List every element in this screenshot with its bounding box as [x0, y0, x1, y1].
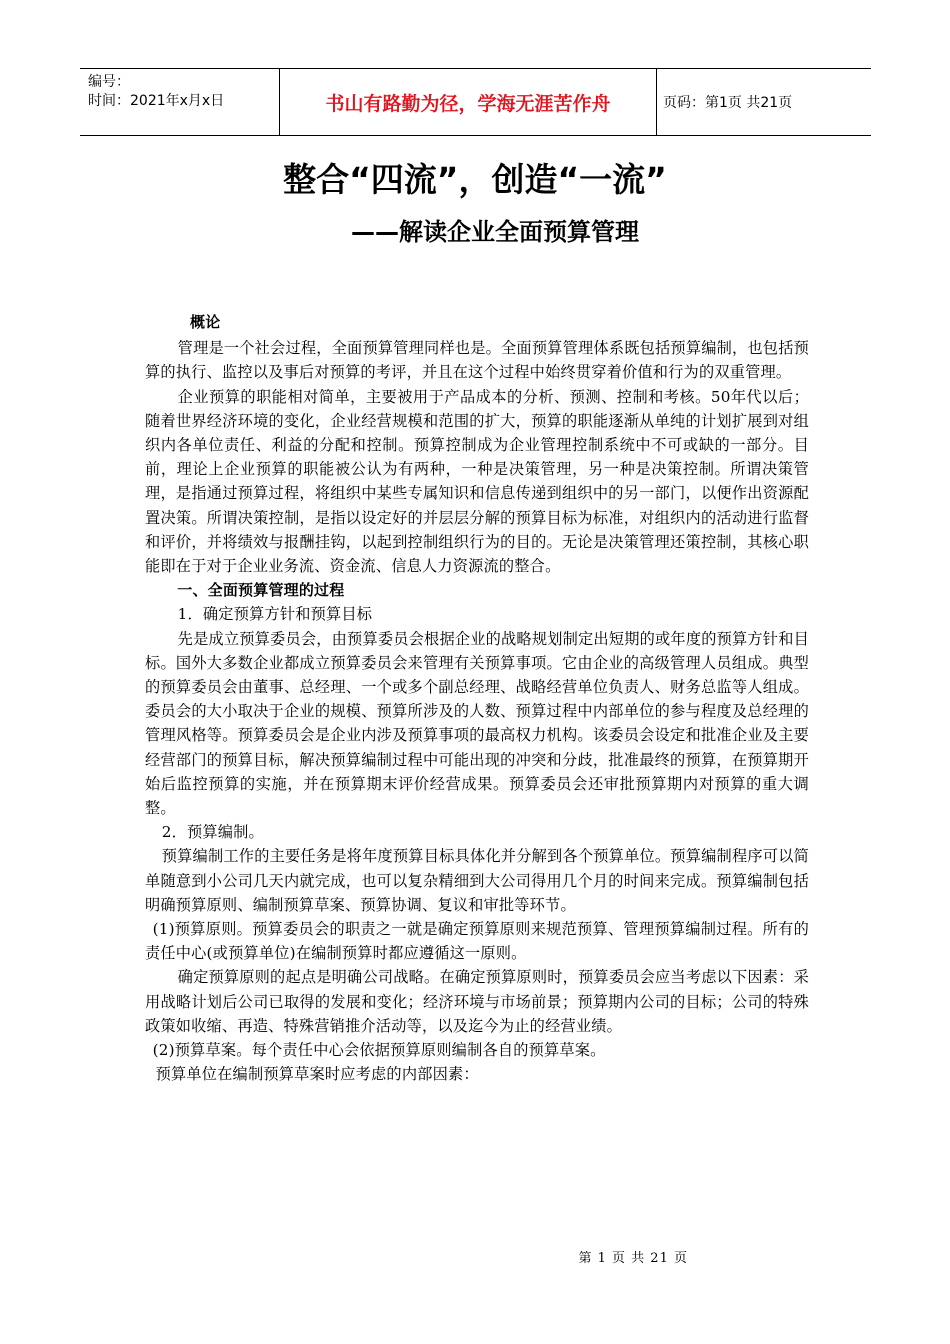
paragraph: 企业预算的职能相对简单，主要被用于产品成本的分析、预测、控制和考核。50年代以后；随着世界经济环境的变化，企业经营规模和范围的扩大，预算的职能逐渐从单纯的计划扩展到对组织内各单位责任、利益的分配和控制。预算控制成为企业管理控制系统中不可或缺的一部分。目前，理论上企业预算的职能被公认为有两种，一种是决策管理，另一种是决策控制。所谓决策管理，是指通过预算过程，将组织中某些专属知识和信息传递到组织中的另一部门，以便作出资源配置决策。所谓决策控制，是指以设定好的并层层分解的预算目标为标准，对组织内的活动进行监督和评价，并将绩效与报酬挂钩，以起到控制组织行为的目的。无论是决策管理还策控制，其核心职能即在于对于企业业务流、资金流、信息人力资源流的整合。: [145, 387, 809, 576]
paragraph: 管理是一个社会过程，全面预算管理同样也是。全面预算管理体系既包括预算编制，也包括预算的执行、监控以及事后对预算的考评，并且在这个过程中始终贯穿着价值和行为的双重管理。: [145, 339, 809, 382]
header-motto: 书山有路勤为径，学海无涯苦作舟: [280, 69, 657, 135]
footer-page-number: 1: [597, 1251, 607, 1266]
header-table: [80, 68, 871, 136]
section-heading: 一、全面预算管理的过程: [177, 581, 345, 600]
paragraph: 先是成立预算委员会，由预算委员会根据企业的战略规划制定出短期的或年度的预算方针和目标。国外大多数企业都成立预算委员会来管理有关预算事项。它由企业的高级管理人员组成。典型的预算委员会由董事、总经理、一个或多个副总经理、战略经营单位负责人、财务总监等人组成。委员会的大小取决于企业的规模、预算所涉及的人数、预算过程中内部单位的参与程度及总经理的管理风格等。预算委员会是企业内涉及预算事项的最高权力机构。该委员会设定和批准企业及主要经营部门的预算目标，解决预算编制过程中可能出现的冲突和分歧，批准最终的预算，在预算期开始后监控预算的实施，并在预算期末评价经营成果。预算委员会还审批预算期内对预算的重大调整。: [145, 629, 809, 818]
header-page-info: 页码：第1页 共21页: [663, 95, 793, 111]
list-item: 1．确定预算方针和预算目标: [177, 605, 373, 624]
list-item: 2．预算编制。: [161, 823, 264, 842]
paragraph: 确定预算原则的起点是明确公司战略。在确定预算原则时，预算委员会应当考虑以下因素：采用战略计划后公司已取得的发展和变化；经济环境与市场前景；预算期内公司的目标；公司的特殊政策如收缩、再造、特殊营销推介活动等，以及迄今为止的经营业绩。: [145, 968, 809, 1035]
time-label: 时间：2021年x月x日: [88, 93, 225, 109]
document-subtitle: ——解读企业全面预算管理: [351, 218, 639, 246]
paragraph: 预算单位在编制预算草案时应考虑的内部因素：: [155, 1065, 479, 1084]
document-body: [145, 310, 809, 1087]
paragraph: (1)预算原则。预算委员会的职责之一就是确定预算原则来规范预算、管理预算编制过程。所有的责任中心(或预算单位)在编制预算时都应遵循这一原则。: [145, 920, 809, 963]
document-title: 整合“四流”，创造“一流”: [283, 160, 667, 199]
paragraph: (2)预算草案。每个责任中心会依据预算原则编制各自的预算草案。: [152, 1041, 606, 1060]
footer-total-pages: 21: [650, 1251, 669, 1266]
intro-heading: 概论: [190, 313, 221, 331]
header-meta-cell: [80, 69, 280, 135]
page-footer: 第 1 页 共 21 页: [578, 1251, 688, 1266]
paragraph: 预算编制工作的主要任务是将年度预算目标具体化并分解到各个预算单位。预算编制程序可以简单随意到小公司几天内就完成，也可以复杂精细到大公司得用几个月的时间来完成。预算编制包括明确预算原则、编制预算草案、预算协调、复议和审批等环节。: [145, 847, 809, 914]
number-label: 编号：: [88, 74, 130, 90]
